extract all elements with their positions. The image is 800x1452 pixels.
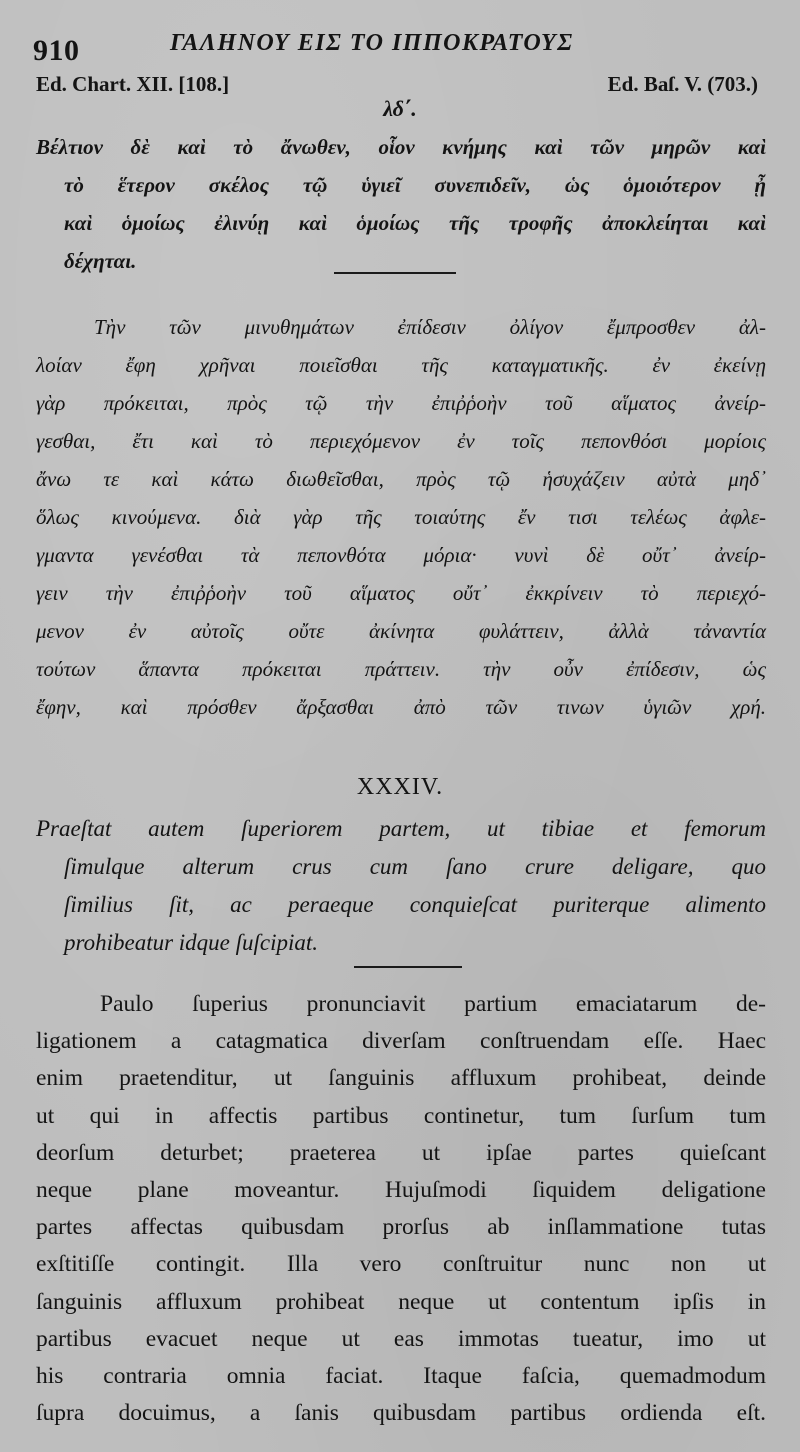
greek-commentary-line: γεσθαι, ἔτι καὶ τὸ περιεχόμενον ἐν τοῖς πεπονθόσι μορίοις: [36, 429, 766, 453]
latin-section-number: XXXIV.: [356, 774, 444, 800]
section-divider: [354, 966, 462, 968]
greek-commentary-line: γειν τὴν ἐπιῤῥοὴν τοῦ αἵματος οὔτ᾽ ἐκκρίνειν τὸ περιεχό-: [36, 581, 766, 605]
greek-commentary: [36, 308, 766, 726]
greek-commentary-line: Τὴν τῶν μινυθημάτων ἐπίδεσιν ὀλίγον ἔμπροσθεν ἀλ-: [94, 315, 766, 339]
edition-reference-basel: Ed. Baſ. V. (703.): [607, 72, 758, 96]
latin-lemma-line: Praeſtat autem ſuperiorem partem, ut tibiae et femorum: [36, 816, 766, 841]
page-number: 910: [33, 34, 80, 67]
latin-commentary-line: ſupra docuimus, a ſanis quibusdam partibus ordienda eſt.: [36, 1400, 766, 1427]
greek-section-number: λδ΄.: [383, 96, 417, 121]
greek-commentary-line: ὅλως κινούμενα. διὰ γὰρ τῆς τοιαύτης ἔν τισι τελέως ἀφλε-: [36, 505, 766, 529]
greek-commentary-line: γὰρ πρόκειται, πρὸς τῷ τὴν ἐπιῤῥοὴν τοῦ αἵματος ἀνείρ-: [36, 391, 766, 415]
greek-lemma-line: τὸ ἕτερον σκέλος τῷ ὑγιεῖ συνεπιδεῖν, ὡς ὁμοιότερον ᾖ: [64, 173, 766, 197]
greek-commentary-line: ἄνω τε καὶ κάτω διωθεῖσθαι, πρὸς τῷ ἡσυχάζειν αὐτὰ μηδ᾽: [36, 467, 766, 491]
greek-lemma-line: καὶ ὁμοίως ἐλινύῃ καὶ ὁμοίως τῆς τροφῆς ἀποκλείηται καὶ: [64, 211, 766, 235]
latin-commentary-line: partes affectas quibusdam prorſus ab inſlammatione tutas: [36, 1214, 766, 1241]
greek-commentary-line: γμαντα γενέσθαι τὰ πεπονθότα μόρια· νυνὶ δὲ οὔτ᾽ ἀνείρ-: [36, 543, 766, 567]
latin-commentary-line: Paulo ſuperius pronunciavit partium emaciatarum de-: [100, 991, 766, 1017]
latin-lemma-line: ſimulque alterum crus cum ſano crure deligare, quo: [64, 854, 766, 879]
latin-commentary-line: ut qui in affectis partibus continetur, tum ſurſum tum: [36, 1102, 766, 1129]
latin-commentary: [36, 986, 766, 1432]
greek-commentary-line: τούτων ἅπαντα πρόκειται πράττειν. τὴν οὖν ἐπίδεσιν, ὡς: [36, 657, 766, 681]
section-divider: [334, 272, 456, 274]
latin-commentary-line: ſanguinis affluxum prohibeat neque ut contentum ipſis in: [36, 1288, 766, 1315]
latin-commentary-line: deorſum deturbet; praeterea ut ipſae partes quieſcant: [36, 1139, 766, 1166]
latin-commentary-line: his contraria omnia faciat. Itaque faſcia, quemadmodum: [36, 1363, 766, 1390]
latin-commentary-line: partibus evacuet neque ut eas immotas tueatur, imo ut: [36, 1325, 766, 1352]
greek-lemma-line: Βέλτιον δὲ καὶ τὸ ἄνωθεν, οἷον κνήμης καὶ τῶν μηρῶν καὶ: [36, 135, 766, 159]
greek-lemma: [36, 128, 766, 280]
latin-lemma: [36, 810, 766, 962]
latin-lemma-line: prohibeatur idque ſuſcipiat.: [64, 930, 319, 955]
edition-reference-chartier: Ed. Chart. XII. [108.]: [36, 72, 230, 96]
latin-commentary-line: exſtitiſſe contingit. Illa vero conſtruitur nunc non ut: [36, 1251, 766, 1278]
latin-commentary-line: ligationem a catagmatica diverſam conſtruendam eſſe. Haec: [36, 1028, 766, 1055]
greek-commentary-line: μενον ἐν αὐτοῖς οὔτε ἀκίνητα φυλάττειν, ἀλλὰ τἀναντία: [36, 619, 766, 643]
greek-lemma-line: δέχηται.: [64, 249, 137, 273]
latin-commentary-line: enim praetenditur, ut ſanguinis affluxum prohibeat, deinde: [36, 1065, 766, 1092]
running-title: ΓΑΛΗΝΟΥ ΕΙΣ ΤΟ ΙΠΠΟΚΡΑΤΟΥΣ: [170, 30, 574, 56]
greek-commentary-line: λοίαν ἔφη χρῆναι ποιεῖσθαι τῆς καταγματικῆς. ἐν ἐκείνῃ: [36, 353, 766, 377]
latin-lemma-line: ſimilius ſit, ac peraeque conquieſcat puriterque alimento: [64, 892, 766, 917]
latin-commentary-line: neque plane moveantur. Hujuſmodi ſiquidem deligatione: [36, 1177, 766, 1204]
greek-commentary-line: ἔφην, καὶ πρόσθεν ἄρξασθαι ἀπὸ τῶν τινων ὑγιῶν χρή.: [36, 695, 766, 719]
